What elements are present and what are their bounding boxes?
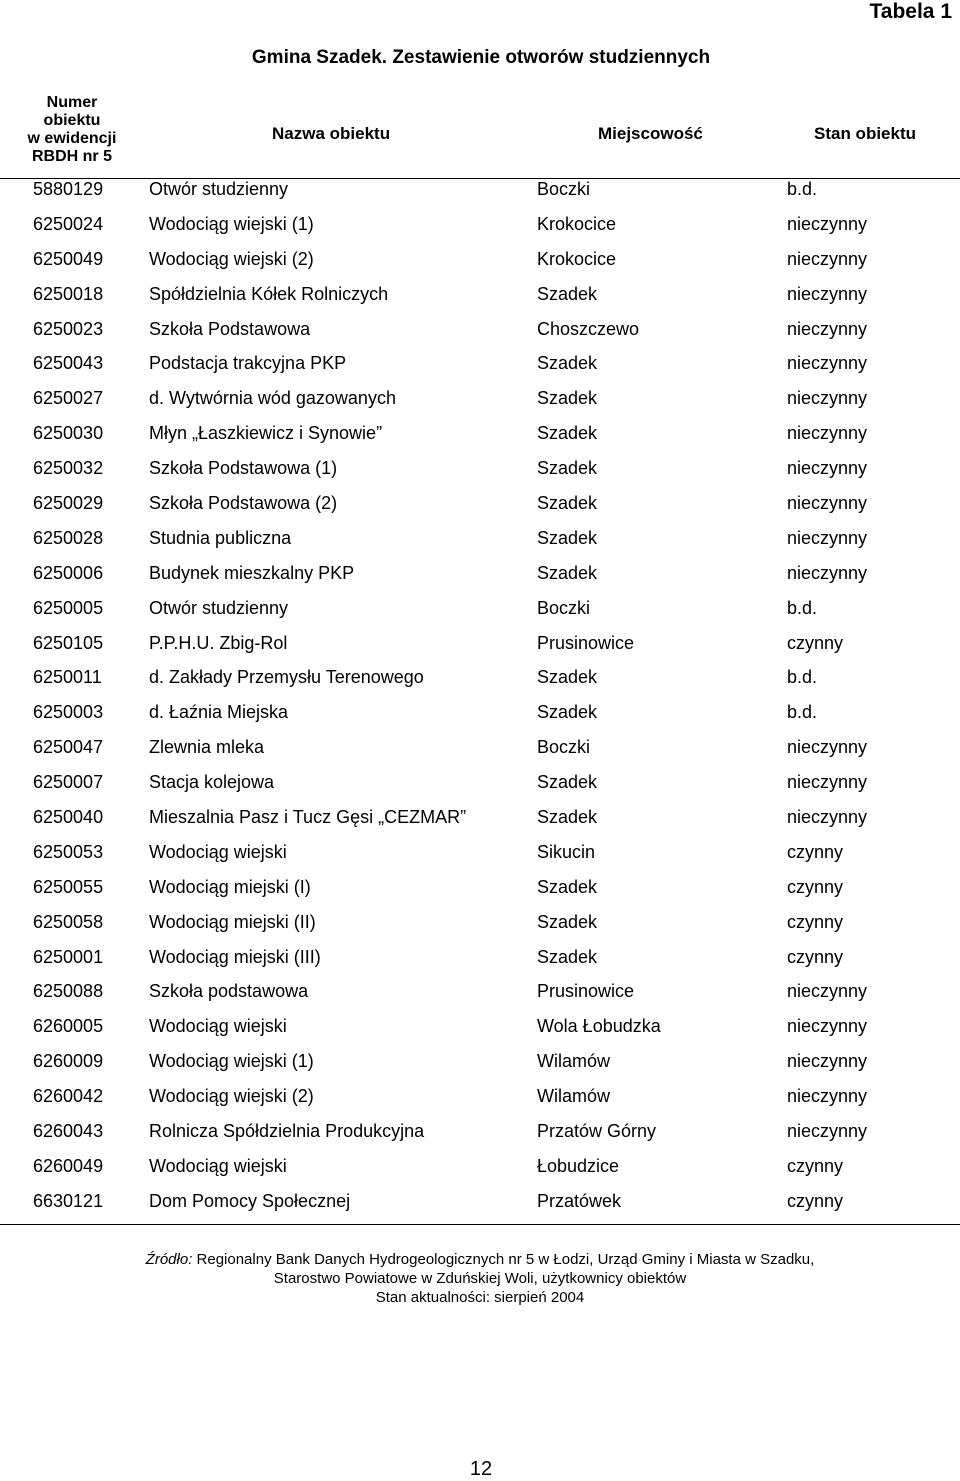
table-row <box>0 973 960 1008</box>
table-row <box>0 729 960 764</box>
header-state: Stan obiektu <box>814 124 917 143</box>
cell-state: b.d. <box>787 597 818 618</box>
cell-number: 6250027 <box>33 388 104 409</box>
cell-number: 6250023 <box>33 318 104 339</box>
cell-number: 6250029 <box>33 493 104 514</box>
cell-name: Mieszalnia Pasz i Tucz Gęsi „CEZMAR” <box>149 807 467 828</box>
cell-number: 6250005 <box>33 597 104 618</box>
cell-state: nieczynny <box>787 1051 868 1072</box>
cell-number: 6250105 <box>33 632 104 653</box>
header-number <box>12 94 132 166</box>
table-row <box>0 380 960 415</box>
table-label: Tabela 1 <box>869 0 952 23</box>
cell-number: 6250053 <box>33 841 104 862</box>
cell-name: d. Łaźnia Miejska <box>149 702 289 723</box>
table-row <box>0 904 960 939</box>
cell-number: 6250007 <box>33 772 104 793</box>
table-row <box>0 659 960 694</box>
document-title: Gmina Szadek. Zestawienie otworów studziennych <box>251 47 711 68</box>
header-number-line: Numer <box>46 94 98 111</box>
cell-number: 6260009 <box>33 1051 104 1072</box>
cell-name: Szkoła podstawowa <box>149 981 309 1002</box>
cell-name: Wodociąg miejski (I) <box>149 876 311 897</box>
table-row <box>0 590 960 625</box>
cell-state: nieczynny <box>787 527 868 548</box>
header-number-line: w ewidencji <box>27 130 117 147</box>
page-number: 12 <box>469 1458 493 1480</box>
cell-number: 6250018 <box>33 283 104 304</box>
cell-state: nieczynny <box>787 493 868 514</box>
cell-number: 6250032 <box>33 458 104 479</box>
cell-name: Stacja kolejowa <box>149 772 275 793</box>
cell-town: Łobudzice <box>537 1155 620 1176</box>
table-row <box>0 1183 960 1218</box>
table-row <box>0 1043 960 1078</box>
cell-name: Wodociąg wiejski (1) <box>149 213 314 234</box>
cell-state: nieczynny <box>787 423 868 444</box>
table-row <box>0 241 960 276</box>
cell-town: Wilamów <box>537 1051 611 1072</box>
cell-state: nieczynny <box>787 737 868 758</box>
cell-state: nieczynny <box>787 458 868 479</box>
cell-number: 6250006 <box>33 562 104 583</box>
cell-name: Otwór studzienny <box>149 597 289 618</box>
cell-number: 6250040 <box>33 807 104 828</box>
cell-number: 6250058 <box>33 911 104 932</box>
cell-town: Szadek <box>537 527 598 548</box>
table-row <box>0 764 960 799</box>
cell-number: 6250049 <box>33 248 104 269</box>
table-row <box>0 415 960 450</box>
cell-number: 6250028 <box>33 527 104 548</box>
header-town: Miejscowość <box>598 124 703 143</box>
header-number-line: obiektu <box>43 112 101 129</box>
cell-town: Szadek <box>537 807 598 828</box>
cell-name: Wodociąg wiejski (1) <box>149 1051 314 1072</box>
cell-number: 6250001 <box>33 946 104 967</box>
table-row <box>0 276 960 311</box>
table-row <box>0 450 960 485</box>
cell-number: 6250003 <box>33 702 104 723</box>
cell-town: Szadek <box>537 876 598 897</box>
cell-number: 6250043 <box>33 353 104 374</box>
source-footer <box>0 1250 960 1307</box>
cell-state: nieczynny <box>787 318 868 339</box>
cell-town: Szadek <box>537 423 598 444</box>
cell-name: Młyn „Łaszkiewicz i Synowie” <box>149 423 383 444</box>
cell-name: Budynek mieszkalny PKP <box>149 562 355 583</box>
cell-town: Boczki <box>537 737 591 758</box>
cell-state: b.d. <box>787 179 818 199</box>
cell-name: Wodociąg miejski (II) <box>149 911 316 932</box>
cell-state: b.d. <box>787 667 818 688</box>
cell-name: Szkoła Podstawowa (1) <box>149 458 338 479</box>
table-row <box>0 625 960 660</box>
table-row <box>0 485 960 520</box>
cell-state: czynny <box>787 876 844 897</box>
cell-name: Wodociąg wiejski (2) <box>149 248 314 269</box>
cell-town: Szadek <box>537 911 598 932</box>
cell-name: Studnia publiczna <box>149 527 292 548</box>
cell-state: nieczynny <box>787 1016 868 1037</box>
cell-town: Szadek <box>537 283 598 304</box>
cell-name: Rolnicza Spółdzielnia Produkcyjna <box>149 1121 425 1142</box>
cell-town: Sikucin <box>537 841 596 862</box>
table-row <box>0 939 960 974</box>
cell-town: Szadek <box>537 702 598 723</box>
table-row <box>0 834 960 869</box>
cell-name: Szkoła Podstawowa (2) <box>149 493 338 514</box>
cell-town: Krokocice <box>537 213 617 234</box>
cell-town: Szadek <box>537 946 598 967</box>
cell-state: nieczynny <box>787 1121 868 1142</box>
cell-state: nieczynny <box>787 248 868 269</box>
table-row <box>0 799 960 834</box>
table-row <box>0 1148 960 1183</box>
cell-town: Krokocice <box>537 248 617 269</box>
cell-name: Wodociąg wiejski <box>149 1016 287 1037</box>
cell-state: nieczynny <box>787 283 868 304</box>
cell-name: Podstacja trakcyjna PKP <box>149 353 347 374</box>
table-row <box>0 520 960 555</box>
cell-state: nieczynny <box>787 213 868 234</box>
cell-state: czynny <box>787 946 844 967</box>
table-header <box>0 94 960 179</box>
cell-name: Wodociąg wiejski (2) <box>149 1086 314 1107</box>
cell-state: nieczynny <box>787 981 868 1002</box>
cell-town: Szadek <box>537 458 598 479</box>
cell-state: nieczynny <box>787 388 868 409</box>
cell-town: Przatówek <box>537 1190 622 1211</box>
table-row <box>0 1113 960 1148</box>
cell-name: d. Wytwórnia wód gazowanych <box>149 388 396 409</box>
table-row <box>0 171 960 206</box>
cell-number: 6260005 <box>33 1016 104 1037</box>
cell-town: Boczki <box>537 179 591 199</box>
cell-state: czynny <box>787 1190 844 1211</box>
cell-number: 6250088 <box>33 981 104 1002</box>
cell-number: 6260042 <box>33 1086 104 1107</box>
cell-town: Wola Łobudzka <box>537 1016 661 1037</box>
table-row <box>0 311 960 346</box>
footer-source-text: Regionalny Bank Danych Hydrogeologicznych nr 5 w Łodzi, Urząd Gminy i Miasta w Szadku, <box>192 1251 815 1268</box>
table-row <box>0 206 960 241</box>
cell-number: 6250030 <box>33 423 104 444</box>
cell-town: Szadek <box>537 772 598 793</box>
cell-name: P.P.H.U. Zbig-Rol <box>149 632 288 653</box>
cell-name: Dom Pomocy Społecznej <box>149 1190 351 1211</box>
cell-number: 5880129 <box>33 179 104 199</box>
footer-source-line <box>0 1250 960 1269</box>
cell-number: 6250047 <box>33 737 104 758</box>
cell-town: Wilamów <box>537 1086 611 1107</box>
table-body <box>0 171 960 1218</box>
cell-number: 6260043 <box>33 1121 104 1142</box>
cell-number: 6630121 <box>33 1190 104 1211</box>
cell-town: Szadek <box>537 562 598 583</box>
cell-town: Prusinowice <box>537 632 635 653</box>
header-number-line: RBDH nr 5 <box>31 148 112 165</box>
cell-name: d. Zakłady Przemysłu Terenowego <box>149 667 424 688</box>
cell-town: Szadek <box>537 353 598 374</box>
cell-name: Wodociąg wiejski <box>149 1155 287 1176</box>
table-row <box>0 694 960 729</box>
cell-name: Wodociąg miejski (III) <box>149 946 321 967</box>
cell-name: Otwór studzienny <box>149 179 289 199</box>
cell-town: Przatów Górny <box>537 1121 657 1142</box>
cell-state: czynny <box>787 911 844 932</box>
cell-town: Prusinowice <box>537 981 635 1002</box>
cell-state: nieczynny <box>787 353 868 374</box>
footer-line-2: Starostwo Powiatowe w Zduńskiej Woli, użytkownicy obiektów <box>273 1270 687 1287</box>
cell-number: 6250055 <box>33 876 104 897</box>
cell-name: Wodociąg wiejski <box>149 841 287 862</box>
table-bottom-rule <box>0 1224 960 1225</box>
table-row <box>0 869 960 904</box>
table-row <box>0 1078 960 1113</box>
cell-state: czynny <box>787 632 844 653</box>
header-name: Nazwa obiektu <box>272 124 391 143</box>
cell-state: b.d. <box>787 702 818 723</box>
footer-source-label: Źródło: <box>145 1251 193 1268</box>
cell-state: nieczynny <box>787 562 868 583</box>
cell-town: Szadek <box>537 388 598 409</box>
cell-state: nieczynny <box>787 807 868 828</box>
cell-state: czynny <box>787 841 844 862</box>
table-row <box>0 1008 960 1043</box>
table-row <box>0 345 960 380</box>
table-row <box>0 555 960 590</box>
cell-name: Zlewnia mleka <box>149 737 265 758</box>
cell-town: Szadek <box>537 493 598 514</box>
cell-number: 6250011 <box>33 667 102 688</box>
cell-number: 6250024 <box>33 213 104 234</box>
cell-name: Szkoła Podstawowa <box>149 318 311 339</box>
cell-state: nieczynny <box>787 772 868 793</box>
cell-state: czynny <box>787 1155 844 1176</box>
cell-name: Spółdzielnia Kółek Rolniczych <box>149 283 389 304</box>
cell-town: Szadek <box>537 667 598 688</box>
footer-line-3: Stan aktualności: sierpień 2004 <box>375 1289 585 1306</box>
cell-state: nieczynny <box>787 1086 868 1107</box>
cell-number: 6260049 <box>33 1155 104 1176</box>
cell-town: Boczki <box>537 597 591 618</box>
cell-town: Choszczewo <box>537 318 640 339</box>
